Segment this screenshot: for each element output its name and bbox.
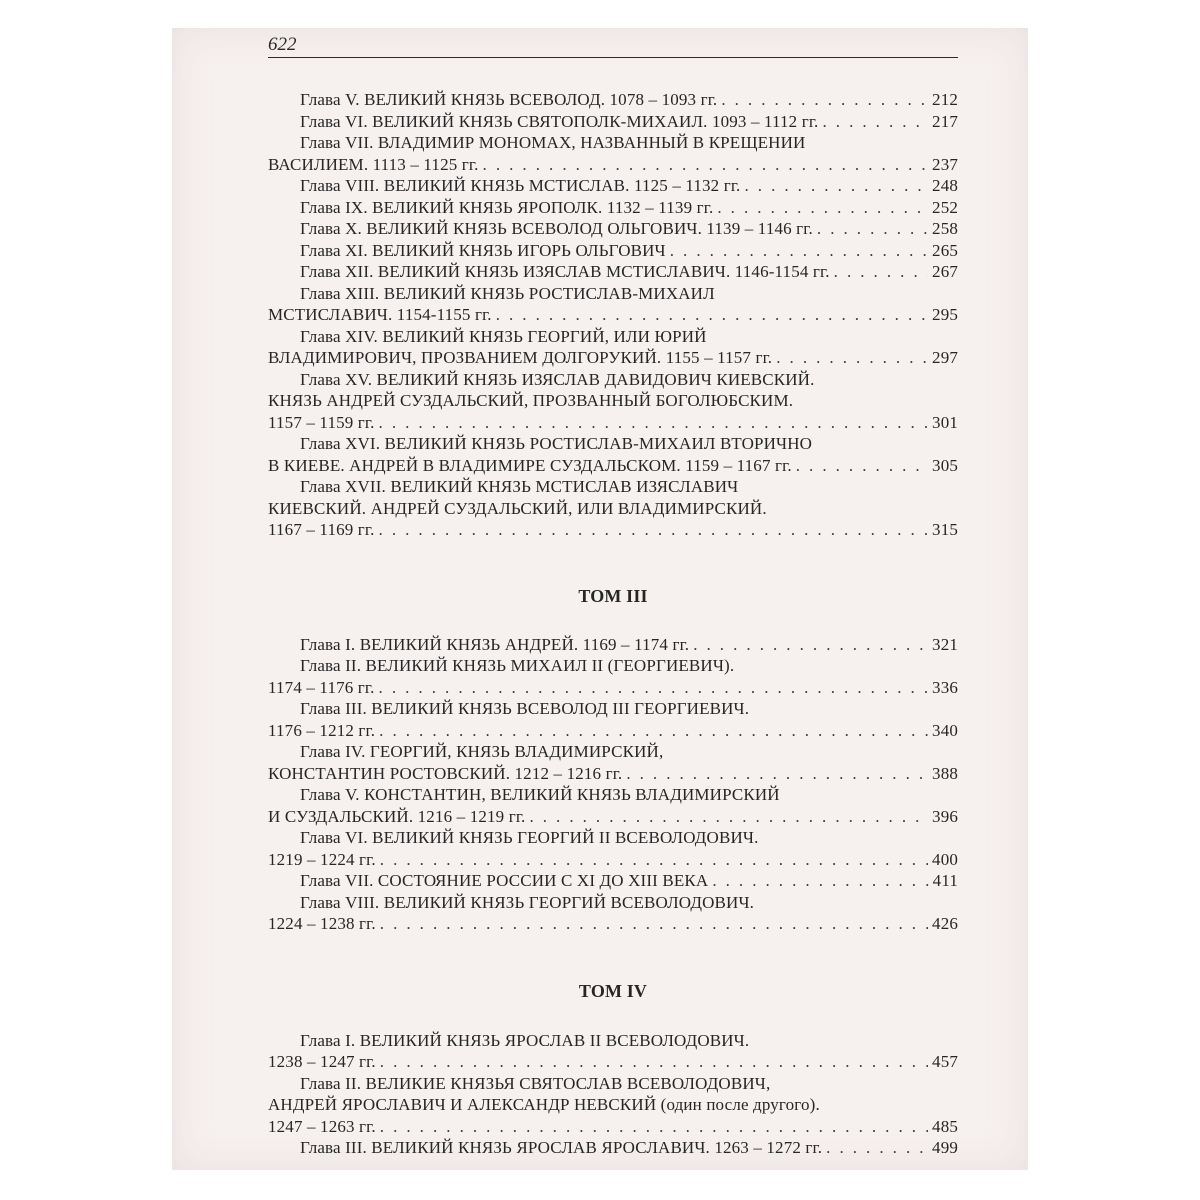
header-rule [268,57,958,58]
toc-line [268,892,958,914]
dot-leader [379,519,929,541]
toc-entry-text: Глава IX. ВЕЛИКИЙ КНЯЗЬ ЯРОПОЛК. 1132 – 1139 гг. [300,197,714,217]
toc-page-number: 400 [932,849,958,869]
toc-page-number: 305 [932,455,958,475]
toc-entry-text: Глава VIII. ВЕЛИКИЙ КНЯЗЬ МСТИСЛАВ. 1125 – 1132 гг. [300,176,741,195]
toc-entry-text: Глава XIII. ВЕЛИКИЙ КНЯЗЬ РОСТИСЛАВ-МИХАИЛ [300,283,715,303]
toc-entry-text: Глава VII. СОСТОЯНИЕ РОССИИ С XI ДО XIII ВЕКА [300,871,709,890]
dot-leader [496,304,928,326]
toc-line [268,849,958,871]
toc-line [268,1030,958,1052]
toc-line [268,720,958,742]
toc-line [268,806,958,828]
dot-leader [834,261,928,283]
toc-line [268,498,958,520]
toc-line [268,132,958,154]
volume-heading: ТОМ III [578,585,648,606]
toc-entry-text: Глава I. ВЕЛИКИЙ КНЯЗЬ ЯРОСЛАВ II ВСЕВОЛОДОВИЧ. [300,1030,750,1050]
toc-entry-text: Глава III. ВЕЛИКИЙ КНЯЗЬ ВСЕВОЛОД III ГЕОРГИЕВИЧ. [300,699,750,718]
page-number: 622 [268,34,297,55]
toc-entry-text: КИЕВСКИЙ. АНДРЕЙ СУЗДАЛЬСКИЙ, ИЛИ ВЛАДИМИРСКИЙ. [268,498,767,518]
toc-page-number: 485 [932,1116,958,1136]
toc-line [268,175,958,197]
toc-entry-text: Глава XV. ВЕЛИКИЙ КНЯЗЬ ИЗЯСЛАВ ДАВИДОВИЧ КИЕВСКИЙ. [300,369,815,389]
toc-line [268,870,958,892]
toc-line [268,763,958,785]
toc-line [268,913,958,935]
toc-line [268,1137,958,1159]
dot-leader [380,1116,928,1138]
toc-line [268,677,958,699]
toc-line [268,1094,958,1116]
toc-line [268,369,958,391]
toc-page-number: 315 [932,520,958,539]
toc-line [268,283,958,305]
toc-page-number: 248 [932,176,958,195]
toc-entry-text: Глава XII. ВЕЛИКИЙ КНЯЗЬ ИЗЯСЛАВ МСТИСЛАВИЧ. 1146-1154 гг. [300,262,830,281]
toc-entry-text: Глава VII. ВЛАДИМИР МОНОМАХ, НАЗВАННЫЙ В КРЕЩЕНИИ [300,133,806,152]
dot-leader [380,913,928,935]
toc-line [268,1073,958,1095]
toc-line [268,784,958,806]
dot-leader [529,806,928,828]
toc-page-number: 297 [932,348,958,367]
toc-entry-text: МСТИСЛАВИЧ. 1154-1155 гг. [268,305,492,324]
toc-entry-text: КОНСТАНТИН РОСТОВСКИЙ. 1212 – 1216 гг. [268,763,623,783]
dot-leader [826,1137,928,1159]
toc-entry-text: Глава III. ВЕЛИКИЙ КНЯЗЬ ЯРОСЛАВ ЯРОСЛАВИЧ. 1263 – 1272 гг. [300,1138,823,1157]
dot-leader [379,720,928,742]
toc-line [268,698,958,720]
toc-line [268,304,958,326]
toc-page-number: 426 [932,914,958,933]
dot-leader [796,455,928,477]
dot-leader [776,347,928,369]
toc-entry-text: Глава XIV. ВЕЛИКИЙ КНЯЗЬ ГЕОРГИЙ, ИЛИ ЮРИЙ [300,326,707,346]
toc-page-number: 340 [932,720,958,740]
toc-entry-text: Глава II. ВЕЛИКИЙ КНЯЗЬ МИХАИЛ II (ГЕОРГИЕВИЧ). [300,656,735,675]
toc-entry-text: Глава XI. ВЕЛИКИЙ КНЯЗЬ ИГОРЬ ОЛЬГОВИЧ [300,240,666,260]
toc-line [268,154,958,176]
toc-section [268,89,958,541]
toc-entry-text: Глава V. ВЕЛИКИЙ КНЯЗЬ ВСЕВОЛОД. 1078 – 1093 гг. [300,90,718,109]
toc-section [268,634,958,935]
toc-page-number: 457 [932,1052,958,1071]
toc-line [268,240,958,262]
dot-leader [626,763,928,785]
toc-section [268,1030,958,1159]
toc-line [268,261,958,283]
dot-leader [379,412,929,434]
toc-entry-text: ВАСИЛИЕМ. 1113 – 1125 гг. [268,154,479,174]
toc-entry-text: 1157 – 1159 гг. [268,412,375,432]
toc-page-number: 295 [932,305,958,324]
toc-line [268,218,958,240]
toc-entry-text: 1238 – 1247 гг. [268,1052,376,1071]
toc-entry-text: Глава XVII. ВЕЛИКИЙ КНЯЗЬ МСТИСЛАВ ИЗЯСЛАВИЧ [300,477,739,496]
dot-leader [712,870,928,892]
dot-leader [380,849,928,871]
toc-line [268,1051,958,1073]
toc-line [268,390,958,412]
toc-entry-text: В КИЕВЕ. АНДРЕЙ В ВЛАДИМИРЕ СУЗДАЛЬСКОМ. 1159 – 1167 гг. [268,455,792,475]
toc-line [268,433,958,455]
toc-entry-text: Глава X. ВЕЛИКИЙ КНЯЗЬ ВСЕВОЛОД ОЛЬГОВИЧ. 1139 – 1146 гг. [300,219,813,238]
toc-entry-text: Глава VI. ВЕЛИКИЙ КНЯЗЬ ГЕОРГИЙ II ВСЕВОЛОДОВИЧ. [300,828,759,847]
toc-page-number: 252 [932,197,958,217]
toc-line [268,326,958,348]
toc-page-number: 411 [932,871,958,890]
toc-entry-text: Глава I. ВЕЛИКИЙ КНЯЗЬ АНДРЕЙ. 1169 – 1174 гг. [300,634,690,654]
dot-leader [721,89,928,111]
toc-page-number: 217 [932,111,958,131]
dot-leader [380,1051,928,1073]
dot-leader [717,197,928,219]
toc-entry-text: Глава II. ВЕЛИКИЕ КНЯЗЬЯ СВЯТОСЛАВ ВСЕВОЛОДОВИЧ, [300,1073,771,1093]
toc-entry-text: 1174 – 1176 гг. [268,677,375,697]
toc-line [268,347,958,369]
toc-page-number: 258 [932,219,958,238]
dot-leader [817,218,928,240]
toc-entry-text: Глава VI. ВЕЛИКИЙ КНЯЗЬ СВЯТОПОЛК-МИХАИЛ. 1093 – 1112 гг. [300,111,819,131]
toc-entry-text: 1224 – 1238 гг. [268,914,376,933]
toc-page-number: 212 [932,90,958,109]
toc-entry-text: КНЯЗЬ АНДРЕЙ СУЗДАЛЬСКИЙ, ПРОЗВАННЫЙ БОГОЛЮБСКИМ. [268,391,794,410]
toc-entry-text: Глава VIII. ВЕЛИКИЙ КНЯЗЬ ГЕОРГИЙ ВСЕВОЛОДОВИЧ. [300,892,755,912]
toc-line [268,455,958,477]
toc-line [268,1116,958,1138]
toc-page-number: 396 [932,806,958,826]
toc-line [268,197,958,219]
toc-line [268,89,958,111]
toc-line [268,412,958,434]
dot-leader [822,111,928,133]
toc-entry-text: 1219 – 1224 гг. [268,849,376,869]
toc-entry-text: Глава XVI. ВЕЛИКИЙ КНЯЗЬ РОСТИСЛАВ-МИХАИЛ ВТОРИЧНО [300,434,813,453]
toc-page-number: 321 [932,634,958,654]
toc-line [268,741,958,763]
toc-entry-text: 1176 – 1212 гг. [268,720,376,740]
toc-entry-text: Глава IV. ГЕОРГИЙ, КНЯЗЬ ВЛАДИМИРСКИЙ, [300,742,664,761]
volume-heading: ТОМ IV [578,980,648,1001]
toc-entry-text: 1247 – 1263 гг. [268,1116,376,1136]
toc-entry-text: Глава V. КОНСТАНТИН, ВЕЛИКИЙ КНЯЗЬ ВЛАДИМИРСКИЙ [300,785,780,804]
toc-line [268,634,958,656]
toc-line [268,519,958,541]
toc-page-number: 301 [932,412,958,432]
toc-line [268,476,958,498]
toc-page-number: 265 [932,240,958,260]
toc-line [268,111,958,133]
toc-entry-text: АНДРЕЙ ЯРОСЛАВИЧ И АЛЕКСАНДР НЕВСКИЙ (один после другого). [268,1095,820,1114]
dot-leader [483,154,929,176]
dot-leader [379,677,929,699]
toc-line [268,655,958,677]
toc-page-number: 237 [932,154,958,174]
dot-leader [693,634,928,656]
toc-page-number: 267 [932,262,958,281]
toc-entry-text: ВЛАДИМИРОВИЧ, ПРОЗВАНИЕМ ДОЛГОРУКИЙ. 1155 – 1157 гг. [268,348,773,367]
toc-entry-text: 1167 – 1169 гг. [268,520,375,539]
toc-page-number: 388 [932,763,958,783]
toc-page-number: 336 [932,677,958,697]
dot-leader [670,240,928,262]
table-of-contents [268,89,958,1159]
dot-leader [744,175,928,197]
toc-line [268,827,958,849]
toc-page-number: 499 [932,1138,958,1157]
toc-entry-text: И СУЗДАЛЬСКИЙ. 1216 – 1219 гг. [268,806,526,826]
